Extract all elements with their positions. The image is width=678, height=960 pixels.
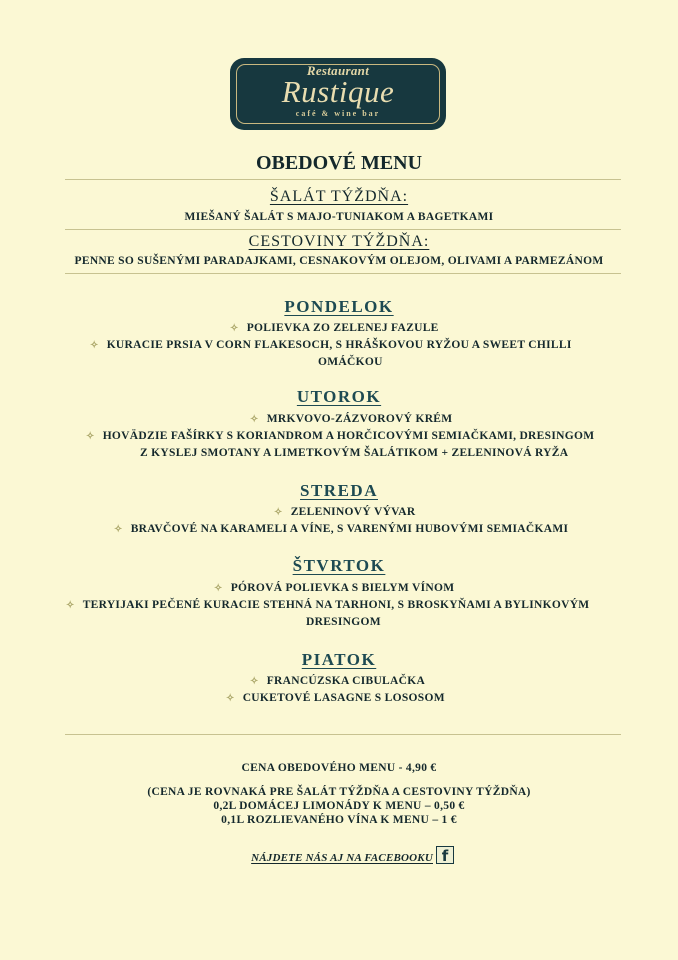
salad-text: MIEŠANÝ ŠALÁT S MAJO-TUNIAKOM A BAGETKAMI <box>184 211 494 223</box>
facebook-link[interactable]: NÁJDETE NÁS AJ NA FACEBOOKU <box>251 852 433 864</box>
logo-restaurant-label: Restaurant <box>306 63 370 78</box>
divider <box>65 273 621 274</box>
day-heading-pondelok: PONDELOK <box>284 297 394 316</box>
diamond-bullet-icon: ✧ <box>90 340 99 351</box>
price-note: (CENA JE ROVNAKÁ PRE ŠALÁT TÝŽDŇA A CESTOVINY TÝŽDŇA) <box>147 786 531 798</box>
day-heading-piatok: PIATOK <box>301 650 377 669</box>
menu-item-continuation: DRESINGOM <box>306 616 381 628</box>
pasta-text: PENNE SO SUŠENÝMI PARADAJKAMI, CESNAKOVÝM OLEJOM, OLIVAMI A PARMEZÁNOM <box>74 255 604 267</box>
divider <box>65 229 621 230</box>
day-heading-utorok: UTOROK <box>296 387 382 406</box>
wine-price: 0,1L ROZLIEVANÉHO VÍNA K MENU – 1 € <box>221 814 457 826</box>
day-heading-streda: STREDA <box>300 481 378 500</box>
logo-name: Rustique <box>281 74 395 109</box>
salad-heading: ŠALÁT TÝŽDŇA: <box>269 188 409 205</box>
logo-tagline: café & wine bar <box>295 109 381 118</box>
menu-item: ✧ FRANCÚZSKA CIBULAČKA <box>250 675 426 687</box>
diamond-bullet-icon: ✧ <box>250 676 259 687</box>
pasta-heading: CESTOVINY TÝŽDŇA: <box>248 233 430 250</box>
menu-item: ✧ KURACIE PRSIA V CORN FLAKESOCH, S HRÁŠKOVOU RYŽOU A SWEET CHILLI <box>90 339 572 351</box>
diamond-bullet-icon: ✧ <box>66 600 75 611</box>
diamond-bullet-icon: ✧ <box>226 693 235 704</box>
menu-item-continuation: OMÁČKOU <box>318 356 383 368</box>
menu-item-continuation: Z KYSLEJ SMOTANY A LIMETKOVÝM ŠALÁTIKOM + ZELENINOVÁ RYŽA <box>140 447 569 459</box>
restaurant-logo <box>232 60 444 128</box>
diamond-bullet-icon: ✧ <box>250 414 259 425</box>
diamond-bullet-icon: ✧ <box>214 583 223 594</box>
menu-item: ✧ MRKVOVO-ZÁZVOROVÝ KRÉM <box>250 413 453 425</box>
divider <box>65 179 621 180</box>
menu-item: ✧ BRAVČOVÉ NA KARAMELI A VÍNE, S VARENÝMI HUBOVÝMI SEMIAČKAMI <box>114 523 569 535</box>
menu-price: CENA OBEDOVÉHO MENU - 4,90 € <box>241 762 437 774</box>
divider <box>65 734 621 735</box>
menu-item: ✧ POLIEVKA ZO ZELENEJ FAZULE <box>230 322 439 334</box>
diamond-bullet-icon: ✧ <box>114 524 123 535</box>
menu-title: OBEDOVÉ MENU <box>255 152 423 174</box>
menu-item: ✧ ZELENINOVÝ VÝVAR <box>274 506 416 518</box>
menu-item: ✧ PÓROVÁ POLIEVKA S BIELYM VÍNOM <box>214 582 455 594</box>
day-heading-stvrtok: ŠTVRTOK <box>292 556 386 575</box>
lemonade-price: 0,2L DOMÁCEJ LIMONÁDY K MENU – 0,50 € <box>213 800 465 812</box>
menu-item: ✧ HOVÄDZIE FAŠÍRKY S KORIANDROM A HORČICOVÝMI SEMIAČKAMI, DRESINGOM <box>86 430 595 442</box>
menu-item: ✧ TERYIJAKI PEČENÉ KURACIE STEHNÁ NA TARHONI, S BROSKYŇAMI A BYLINKOVÝM <box>66 599 590 611</box>
facebook-icon[interactable]: f <box>436 846 454 864</box>
diamond-bullet-icon: ✧ <box>274 507 283 518</box>
diamond-bullet-icon: ✧ <box>86 431 95 442</box>
diamond-bullet-icon: ✧ <box>230 323 239 334</box>
menu-item: ✧ CUKETOVÉ LASAGNE S LOSOSOM <box>226 692 445 704</box>
